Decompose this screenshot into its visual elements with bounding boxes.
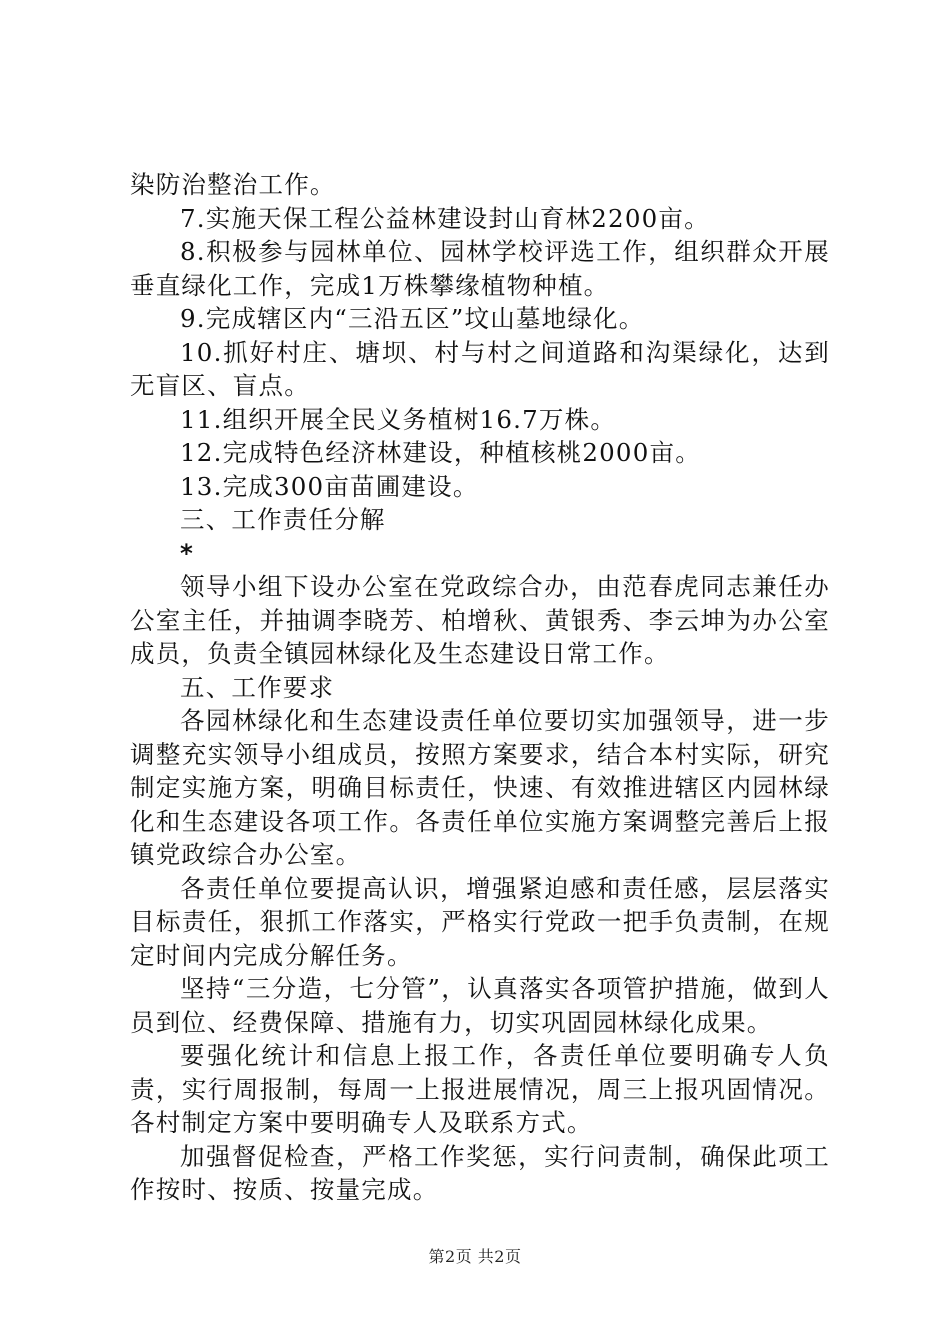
paragraph: 各园林绿化和生态建设责任单位要切实加强领导，进一步调整充实领导小组成员，按照方案要求，结合本村实际，研究制定实施方案，明确目标责任，快速、有效推进辖区内园林绿化和生态建设各项工作。各责任单位实施方案调整完善后上报镇党政综合办公室。 xyxy=(130,706,830,869)
list-item: 11.组织开展全民义务植树16.7万株。 xyxy=(180,404,617,434)
paragraph: 坚持“三分造，七分管”，认真落实各项管护措施，做到人员到位、经费保障、措施有力，切实巩固园林绿化成果。 xyxy=(130,974,830,1037)
section-heading: 三、工作责任分解 xyxy=(180,505,386,534)
document-body xyxy=(130,168,830,1207)
asterisk-marker: * xyxy=(180,538,195,568)
list-item: 10.抓好村庄、塘坝、村与村之间道路和沟渠绿化，达到无盲区、盲点。 xyxy=(130,337,830,400)
section-heading: 五、工作要求 xyxy=(180,672,335,702)
paragraph: 加强督促检查，严格工作奖惩，实行问责制，确保此项工作按时、按质、按量完成。 xyxy=(130,1141,830,1204)
list-item: 7.实施天保工程公益林建设封山育林2200亩。 xyxy=(180,203,710,233)
list-item: 12.完成特色经济林建设，种植核桃2000亩。 xyxy=(180,438,701,467)
list-item: 13.完成300亩苗圃建设。 xyxy=(180,471,479,501)
paragraph: 要强化统计和信息上报工作，各责任单位要明确专人负责，实行周报制，每周一上报进展情况，周三上报巩固情况。各村制定方案中要明确专人及联系方式。 xyxy=(130,1041,830,1137)
page-number-footer: 第2页 共2页 xyxy=(428,1247,522,1266)
paragraph: 领导小组下设办公室在党政综合办，由范春虎同志兼任办公室主任，并抽调李晓芳、柏增秋、黄银秀、李云坤为办公室成员，负责全镇园林绿化及生态建设日常工作。 xyxy=(130,572,830,668)
list-item: 9.完成辖区内“三沿五区”坟山墓地绿化。 xyxy=(180,304,645,333)
list-item: 8.积极参与园林单位、园林学校评选工作，组织群众开展垂直绿化工作，完成1万株攀缘植物种植。 xyxy=(130,237,830,300)
paragraph: 各责任单位要提高认识，增强紧迫感和责任感，层层落实目标责任，狠抓工作落实，严格实行党政一把手负责制，在规定时间内完成分解任务。 xyxy=(130,873,830,970)
paragraph: 染防治整治工作。 xyxy=(130,170,336,199)
